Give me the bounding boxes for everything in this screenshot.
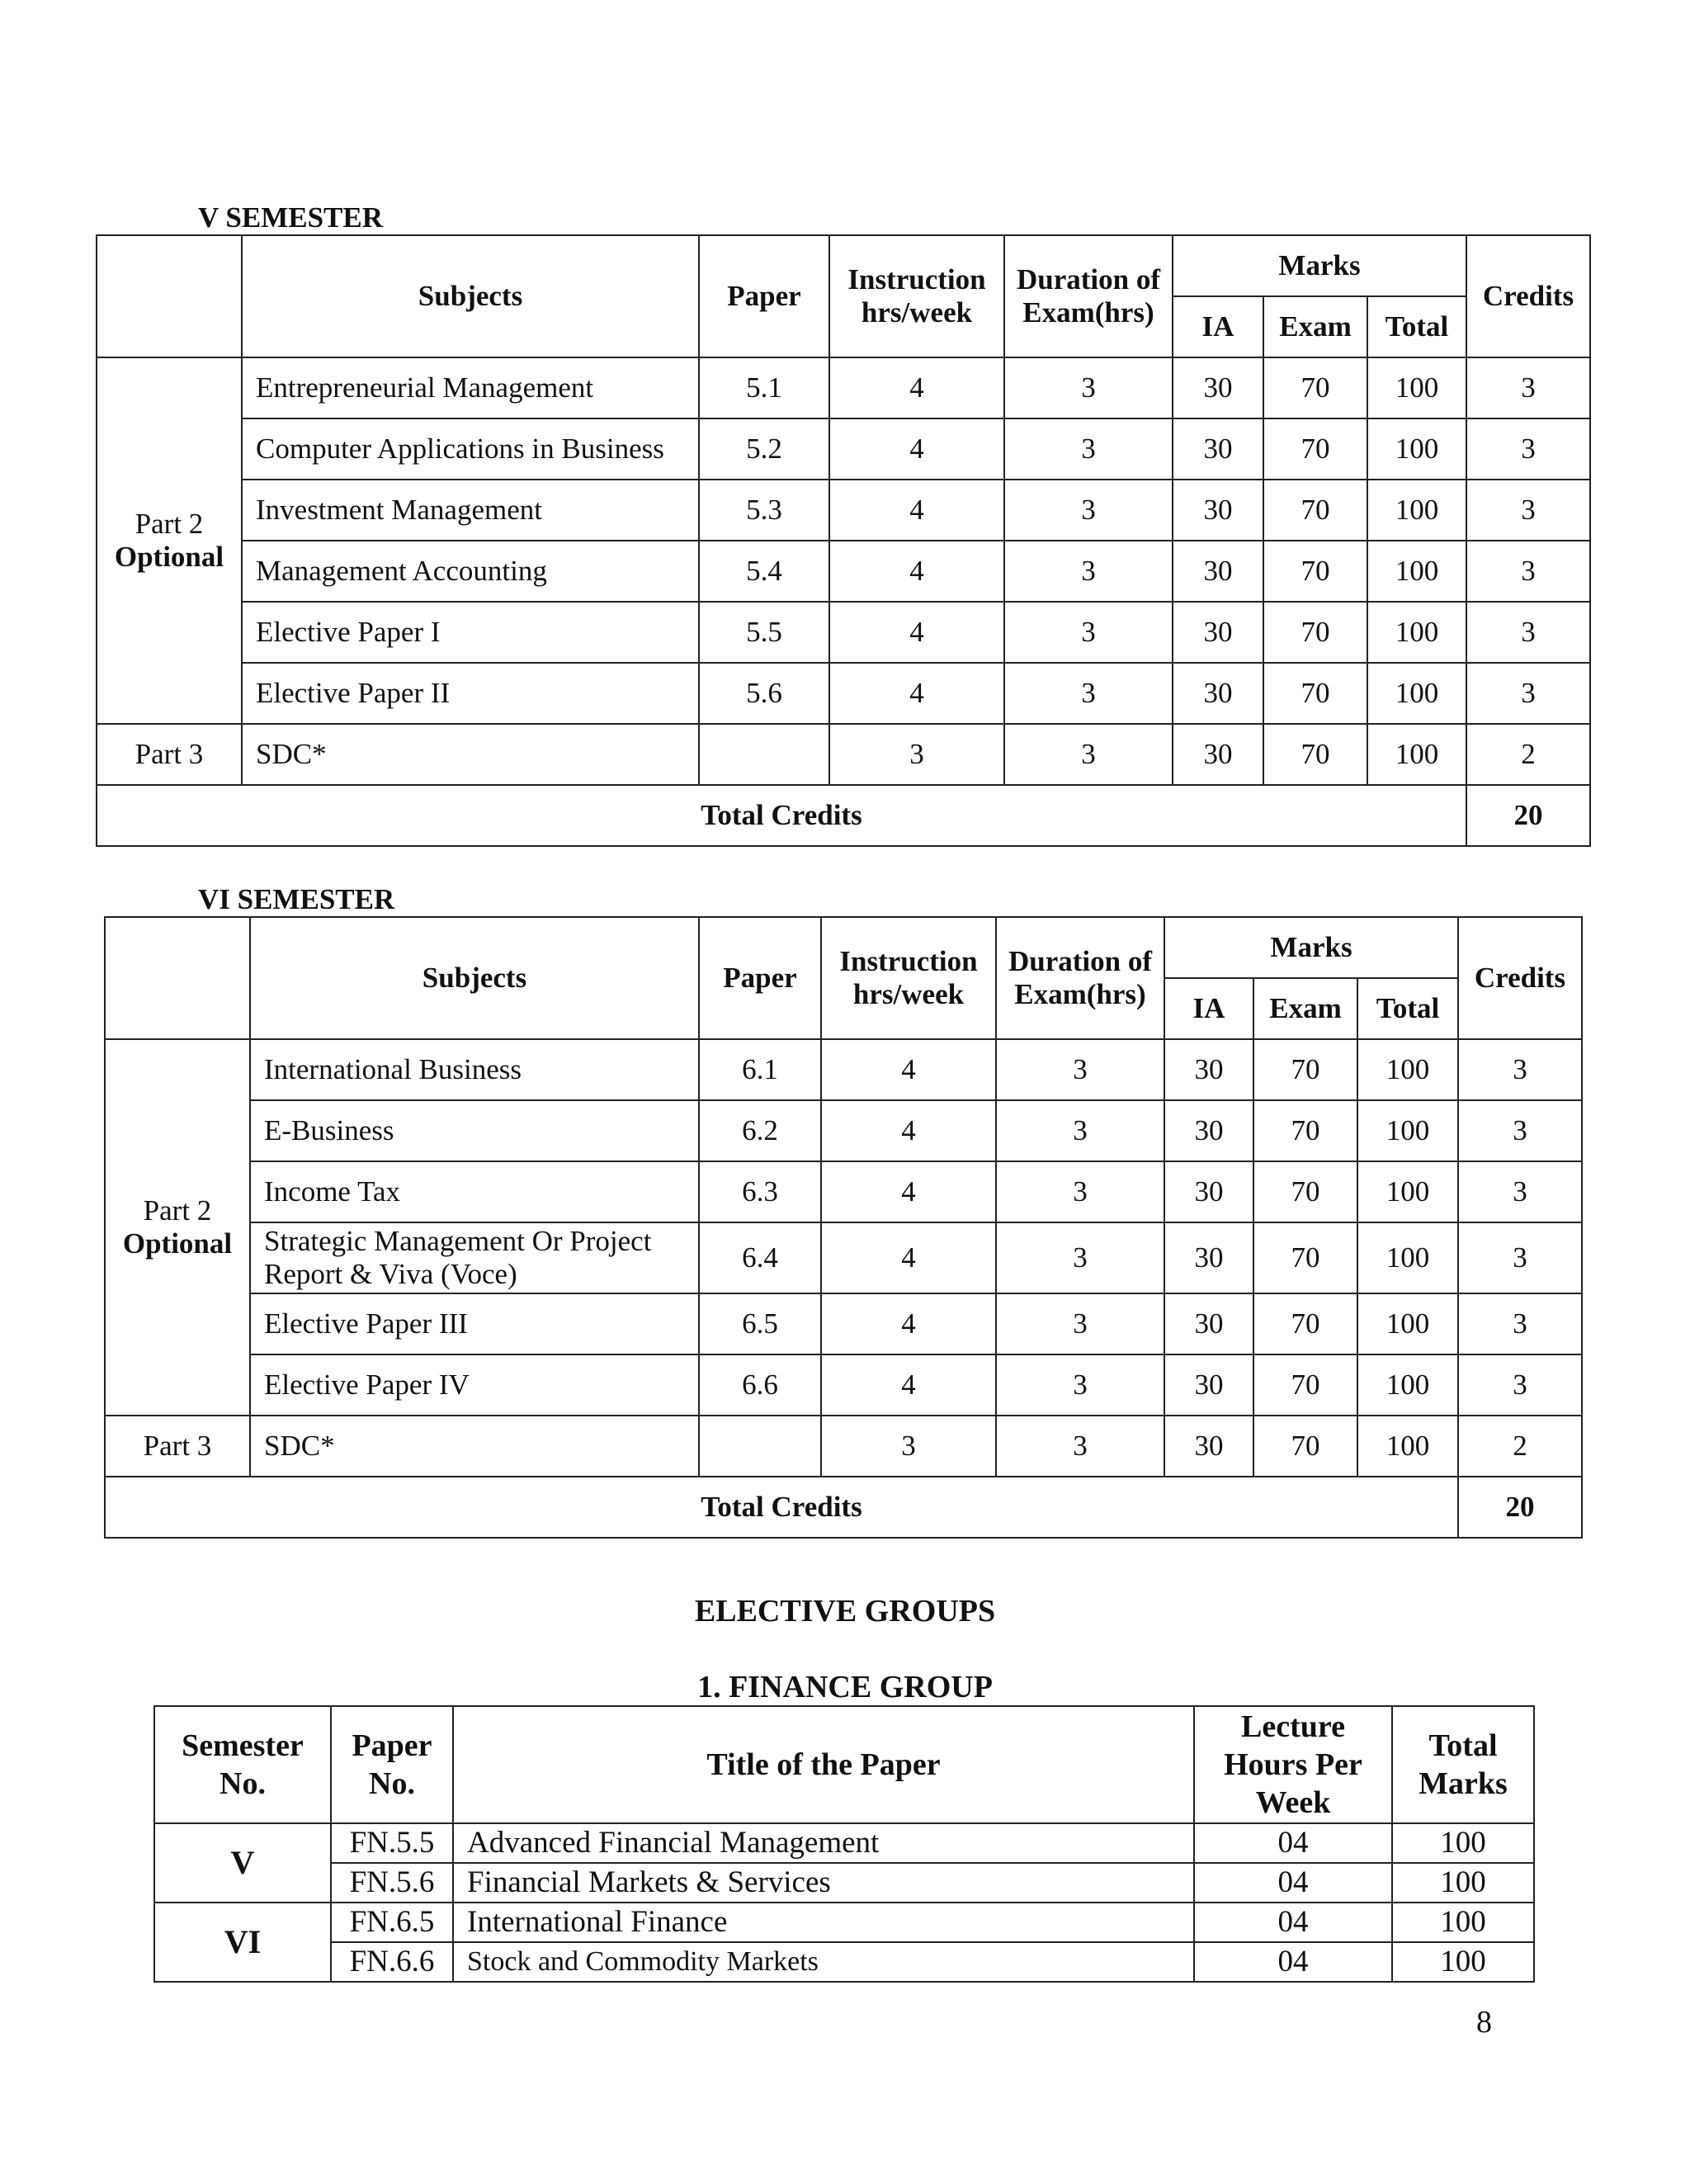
paper-header: Paper — [699, 917, 821, 1039]
total-credits-label: Total Credits — [105, 1477, 1458, 1538]
table-row — [97, 663, 1590, 724]
subject-cell: International Business — [250, 1039, 699, 1100]
duration-cell: 3 — [1004, 357, 1173, 418]
total-cell: 100 — [1367, 663, 1466, 724]
paper-title-cell: Financial Markets & Services — [453, 1863, 1194, 1903]
lecture-hours-cell: 04 — [1194, 1863, 1392, 1903]
total-cell: 100 — [1367, 541, 1466, 602]
subject-cell: SDC* — [250, 1416, 699, 1477]
total-header: Total — [1367, 296, 1466, 357]
credits-cell: 2 — [1466, 724, 1590, 785]
ia-cell: 30 — [1164, 1100, 1253, 1161]
credits-cell: 3 — [1458, 1039, 1582, 1100]
credits-cell: 3 — [1466, 602, 1590, 663]
exam-cell: 70 — [1263, 418, 1367, 480]
exam-header: Exam — [1253, 978, 1357, 1039]
ia-header: IA — [1173, 296, 1263, 357]
table-row — [97, 602, 1590, 663]
duration-cell: 3 — [996, 1222, 1164, 1293]
table-row — [154, 1863, 1534, 1903]
total-marks-cell: 100 — [1392, 1942, 1534, 1982]
finance-group-table — [153, 1705, 1535, 1983]
marks-header: Marks — [1173, 235, 1466, 296]
ia-cell: 30 — [1173, 663, 1263, 724]
semester-no-header: Semester No. — [154, 1706, 331, 1823]
paper-cell: 5.2 — [699, 418, 829, 480]
optional-text: Optional — [114, 541, 224, 573]
paper-cell — [699, 1416, 821, 1477]
semester-6-title: VI SEMESTER — [198, 883, 395, 915]
total-cell: 100 — [1357, 1354, 1458, 1416]
exam-cell: 70 — [1263, 602, 1367, 663]
paper-cell: 6.1 — [699, 1039, 821, 1100]
exam-cell: 70 — [1263, 541, 1367, 602]
duration-cell: 3 — [996, 1100, 1164, 1161]
ia-cell: 30 — [1164, 1222, 1253, 1293]
paper-no-cell: FN.5.6 — [331, 1863, 453, 1903]
credits-cell: 3 — [1466, 541, 1590, 602]
credits-cell: 3 — [1466, 663, 1590, 724]
lecture-hours-cell: 04 — [1194, 1903, 1392, 1942]
paper-cell: 5.3 — [699, 480, 829, 541]
subject-cell: Elective Paper III — [250, 1293, 699, 1354]
total-credits-label: Total Credits — [97, 785, 1466, 846]
subject-cell: Computer Applications in Business — [242, 418, 699, 480]
total-marks-header: Total Marks — [1392, 1706, 1534, 1823]
instruction-cell: 4 — [821, 1161, 996, 1222]
table-row — [154, 1903, 1534, 1942]
instruction-cell: 4 — [829, 602, 1004, 663]
paper-cell: 6.6 — [699, 1354, 821, 1416]
duration-header: Duration of Exam(hrs) — [996, 917, 1164, 1039]
duration-cell: 3 — [1004, 602, 1173, 663]
subject-cell: Elective Paper II — [242, 663, 699, 724]
total-cell: 100 — [1367, 724, 1466, 785]
table-row — [105, 1354, 1582, 1416]
semester-5-table — [96, 234, 1591, 847]
total-cell: 100 — [1357, 1416, 1458, 1477]
part-2-text: Part 2 — [143, 1194, 212, 1227]
credits-cell: 3 — [1466, 357, 1590, 418]
instruction-cell: 4 — [821, 1039, 996, 1100]
subject-cell: Elective Paper I — [242, 602, 699, 663]
paper-cell: 6.2 — [699, 1100, 821, 1161]
table-row — [105, 1222, 1582, 1293]
instruction-cell: 3 — [821, 1416, 996, 1477]
exam-cell: 70 — [1253, 1293, 1357, 1354]
paper-cell: 6.4 — [699, 1222, 821, 1293]
paper-title-cell: Advanced Financial Management — [453, 1823, 1194, 1863]
credits-cell: 3 — [1466, 480, 1590, 541]
total-cell: 100 — [1357, 1222, 1458, 1293]
credits-cell: 3 — [1466, 418, 1590, 480]
exam-header: Exam — [1263, 296, 1367, 357]
semester-cell: VI — [154, 1903, 331, 1982]
total-marks-cell: 100 — [1392, 1903, 1534, 1942]
duration-cell: 3 — [996, 1416, 1164, 1477]
credits-header: Credits — [1458, 917, 1582, 1039]
instruction-cell: 4 — [821, 1100, 996, 1161]
header-row — [154, 1706, 1534, 1823]
paper-cell: 5.6 — [699, 663, 829, 724]
subject-cell: SDC* — [242, 724, 699, 785]
page-number: 8 — [1476, 2005, 1492, 2040]
ia-cell: 30 — [1173, 724, 1263, 785]
elective-groups-heading: ELECTIVE GROUPS — [694, 1594, 996, 1629]
subject-cell: Elective Paper IV — [250, 1354, 699, 1416]
ia-cell: 30 — [1164, 1354, 1253, 1416]
finance-group-heading: 1. FINANCE GROUP — [697, 1670, 993, 1704]
credits-cell: 2 — [1458, 1416, 1582, 1477]
duration-cell: 3 — [996, 1354, 1164, 1416]
paper-title-cell: International Finance — [453, 1903, 1194, 1942]
part-3-row — [105, 1416, 1582, 1477]
duration-header: Duration of Exam(hrs) — [1004, 235, 1173, 357]
duration-cell: 3 — [996, 1293, 1164, 1354]
part-3-label: Part 3 — [97, 724, 242, 785]
instruction-header: Instruction hrs/week — [829, 235, 1004, 357]
duration-cell: 3 — [1004, 663, 1173, 724]
ia-cell: 30 — [1173, 602, 1263, 663]
ia-cell: 30 — [1164, 1416, 1253, 1477]
credits-cell: 3 — [1458, 1293, 1582, 1354]
part-3-label: Part 3 — [105, 1416, 250, 1477]
exam-cell: 70 — [1253, 1100, 1357, 1161]
total-credits-row — [97, 785, 1590, 846]
duration-cell: 3 — [1004, 724, 1173, 785]
header-row — [97, 235, 1590, 296]
title-header: Title of the Paper — [453, 1706, 1194, 1823]
part-2-label — [105, 1039, 250, 1416]
paper-cell: 5.1 — [699, 357, 829, 418]
total-header: Total — [1357, 978, 1458, 1039]
paper-cell: 6.3 — [699, 1161, 821, 1222]
paper-cell: 5.5 — [699, 602, 829, 663]
duration-cell: 3 — [1004, 480, 1173, 541]
subjects-header: Subjects — [250, 917, 699, 1039]
paper-no-cell: FN.5.5 — [331, 1823, 453, 1863]
total-cell: 100 — [1367, 602, 1466, 663]
ia-header: IA — [1164, 978, 1253, 1039]
ia-cell: 30 — [1164, 1039, 1253, 1100]
duration-cell: 3 — [1004, 418, 1173, 480]
total-cell: 100 — [1367, 357, 1466, 418]
total-cell: 100 — [1357, 1293, 1458, 1354]
subject-cell: Entrepreneurial Management — [242, 357, 699, 418]
paper-title-cell: Stock and Commodity Markets — [453, 1942, 1194, 1982]
lecture-hours-cell: 04 — [1194, 1823, 1392, 1863]
paper-cell: 6.5 — [699, 1293, 821, 1354]
exam-cell: 70 — [1253, 1222, 1357, 1293]
instruction-cell: 3 — [829, 724, 1004, 785]
exam-cell: 70 — [1253, 1161, 1357, 1222]
credits-cell: 3 — [1458, 1161, 1582, 1222]
exam-cell: 70 — [1253, 1039, 1357, 1100]
credits-cell: 3 — [1458, 1222, 1582, 1293]
ia-cell: 30 — [1173, 357, 1263, 418]
table-row — [154, 1823, 1534, 1863]
total-marks-cell: 100 — [1392, 1863, 1534, 1903]
semester-cell: V — [154, 1823, 331, 1903]
marks-header: Marks — [1164, 917, 1458, 978]
instruction-header: Instruction hrs/week — [821, 917, 996, 1039]
lecture-hours-header: Lecture Hours Per Week — [1194, 1706, 1392, 1823]
total-credits-value: 20 — [1458, 1477, 1582, 1538]
ia-cell: 30 — [1164, 1293, 1253, 1354]
paper-cell — [699, 724, 829, 785]
ia-cell: 30 — [1173, 541, 1263, 602]
paper-no-header: Paper No. — [331, 1706, 453, 1823]
credits-cell: 3 — [1458, 1354, 1582, 1416]
table-row — [97, 541, 1590, 602]
credits-cell: 3 — [1458, 1100, 1582, 1161]
subject-cell: Investment Management — [242, 480, 699, 541]
optional-text: Optional — [122, 1227, 233, 1260]
instruction-cell: 4 — [829, 480, 1004, 541]
exam-cell: 70 — [1253, 1416, 1357, 1477]
part-3-row — [97, 724, 1590, 785]
total-cell: 100 — [1367, 480, 1466, 541]
table-row — [154, 1942, 1534, 1982]
duration-cell: 3 — [996, 1161, 1164, 1222]
paper-no-cell: FN.6.5 — [331, 1903, 453, 1942]
total-marks-cell: 100 — [1392, 1823, 1534, 1863]
table-row — [97, 480, 1590, 541]
credits-header: Credits — [1466, 235, 1590, 357]
part-2-label — [97, 357, 242, 724]
instruction-cell: 4 — [821, 1354, 996, 1416]
total-cell: 100 — [1367, 418, 1466, 480]
table-row — [97, 357, 1590, 418]
duration-cell: 3 — [1004, 541, 1173, 602]
ia-cell: 30 — [1164, 1161, 1253, 1222]
table-row — [105, 1100, 1582, 1161]
paper-header: Paper — [699, 235, 829, 357]
exam-cell: 70 — [1263, 480, 1367, 541]
ia-cell: 30 — [1173, 418, 1263, 480]
subject-cell: Income Tax — [250, 1161, 699, 1222]
subject-cell: Management Accounting — [242, 541, 699, 602]
lecture-hours-cell: 04 — [1194, 1942, 1392, 1982]
total-cell: 100 — [1357, 1039, 1458, 1100]
part-2-text: Part 2 — [135, 508, 204, 540]
table-row — [105, 1293, 1582, 1354]
paper-no-cell: FN.6.6 — [331, 1942, 453, 1982]
subjects-header: Subjects — [242, 235, 699, 357]
total-cell: 100 — [1357, 1100, 1458, 1161]
instruction-cell: 4 — [821, 1293, 996, 1354]
blank-header — [105, 917, 250, 1039]
paper-cell: 5.4 — [699, 541, 829, 602]
ia-cell: 30 — [1173, 480, 1263, 541]
instruction-cell: 4 — [829, 418, 1004, 480]
semester-6-table — [104, 916, 1583, 1539]
table-row — [105, 1039, 1582, 1100]
semester-5-title: V SEMESTER — [198, 201, 384, 234]
blank-header — [97, 235, 242, 357]
total-credits-value: 20 — [1466, 785, 1590, 846]
instruction-cell: 4 — [829, 663, 1004, 724]
instruction-cell: 4 — [829, 541, 1004, 602]
header-row — [105, 917, 1582, 978]
duration-cell: 3 — [996, 1039, 1164, 1100]
table-row — [97, 418, 1590, 480]
table-row — [105, 1161, 1582, 1222]
instruction-cell: 4 — [821, 1222, 996, 1293]
exam-cell: 70 — [1263, 357, 1367, 418]
exam-cell: 70 — [1263, 663, 1367, 724]
total-credits-row — [105, 1477, 1582, 1538]
exam-cell: 70 — [1253, 1354, 1357, 1416]
exam-cell: 70 — [1263, 724, 1367, 785]
instruction-cell: 4 — [829, 357, 1004, 418]
subject-cell: E-Business — [250, 1100, 699, 1161]
subject-cell: Strategic Management Or Project Report & Viva (Voce) — [250, 1222, 699, 1293]
total-cell: 100 — [1357, 1161, 1458, 1222]
